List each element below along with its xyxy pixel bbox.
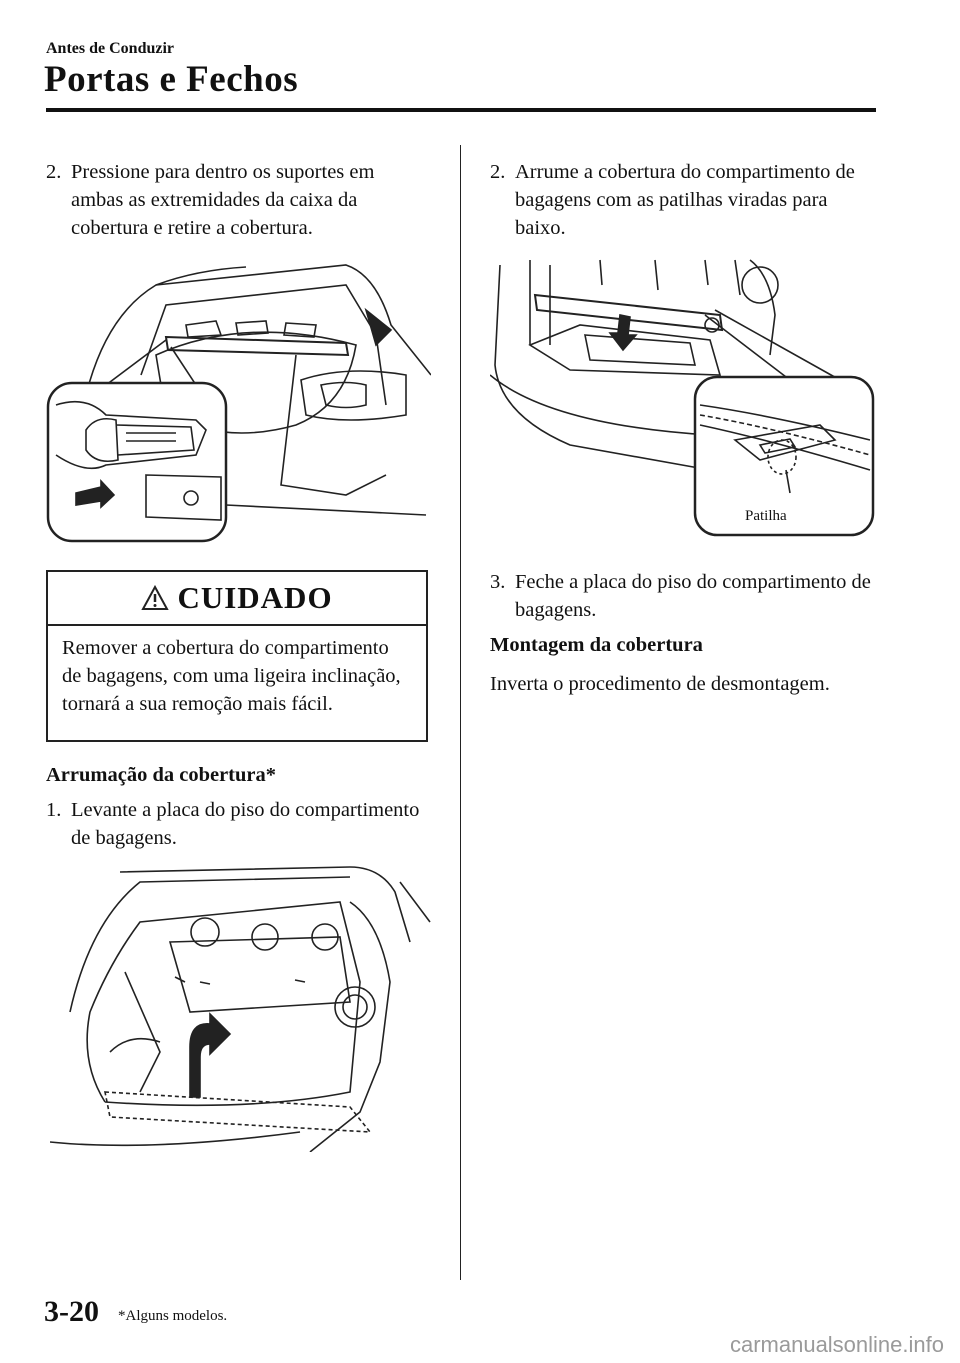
footnote: *Alguns modelos. — [118, 1308, 228, 1324]
section-label: Antes de Conduzir — [46, 40, 175, 57]
caution-title: CUIDADO — [177, 580, 333, 615]
caution-text: Remover a cobertura do compartimento de bagagens, com uma ligeira inclinação, tornará a sua remoção mais fácil. — [62, 637, 401, 715]
title-rule — [46, 108, 876, 112]
watermark: carmanualsonline.info — [729, 1332, 944, 1357]
caution-header — [48, 572, 426, 626]
step-text: Pressione para dentro os suportes em ambas as extremidades da caixa da cobertura e retire a cobertura. — [71, 161, 375, 239]
step-text: Levante a placa do piso do compartimento de bagagens. — [71, 799, 420, 849]
step-text: Feche a placa do piso do compartimento de bagagens. — [515, 571, 871, 621]
assembly-paragraph: Inverta o procedimento de desmontagem. — [490, 673, 830, 695]
step-number: 3. — [490, 571, 506, 593]
right-step-3 — [490, 568, 875, 624]
left-step-1 — [46, 796, 431, 852]
figure-lift-floor-board — [50, 862, 435, 1152]
figure-label-patilha: Patilha — [745, 508, 787, 524]
page-title: Portas e Fechos — [44, 59, 299, 100]
right-step-2 — [490, 158, 875, 242]
figure-stow-cover — [490, 255, 875, 540]
step-number: 2. — [46, 161, 62, 183]
column-divider — [460, 145, 461, 1280]
step-number: 2. — [490, 161, 506, 183]
left-step-2 — [46, 158, 431, 242]
step-text: Arrume a cobertura do compartimento de bagagens com as patilhas viradas para baixo. — [515, 161, 855, 239]
section-heading-storage: Arrumação da cobertura* — [46, 764, 277, 786]
step-number: 1. — [46, 799, 62, 821]
section-heading-assembly: Montagem da cobertura — [490, 634, 703, 656]
warning-triangle-icon — [141, 585, 169, 611]
caution-box — [46, 570, 428, 742]
page-number: 3-20 — [44, 1295, 99, 1328]
figure-remove-cover — [46, 255, 431, 545]
